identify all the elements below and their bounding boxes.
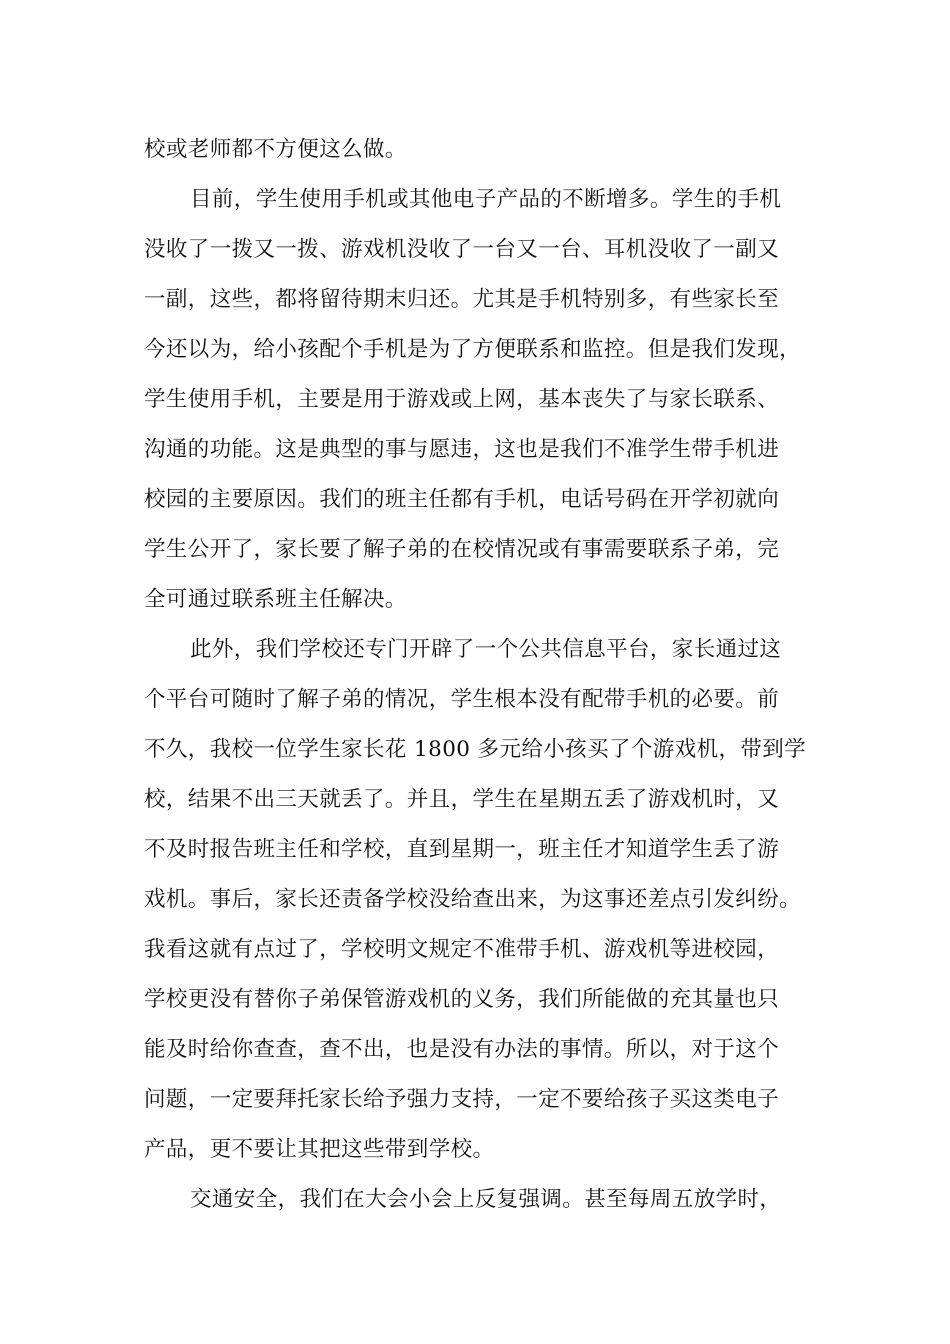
text-line: 个平台可随时了解子弟的情况，学生根本没有配带手机的必要。前	[144, 687, 780, 712]
paragraph-first-line: 此外，我们学校还专门开辟了一个公共信息平台，家长通过这	[190, 637, 782, 662]
paragraph-first-line: 目前，学生使用手机或其他电子产品的不断增多。学生的手机	[190, 187, 782, 212]
paragraph-first-line: 交通安全，我们在大会小会上反复强调。甚至每周五放学时，	[190, 1187, 782, 1212]
text-line: 能及时给你查查，查不出，也是没有办法的事情。所以，对于这个	[144, 1037, 780, 1062]
text-line: 没收了一拨又一拨、游戏机没收了一台又一台、耳机没收了一副又	[144, 237, 780, 262]
text-line: 沟通的功能。这是典型的事与愿违，这也是我们不准学生带手机进	[144, 437, 780, 462]
text-line: 学校更没有替你子弟保管游戏机的义务，我们所能做的充其量也只	[144, 987, 780, 1012]
text-line: 全可通过联系班主任解决。	[144, 587, 407, 612]
text-line: 产品，更不要让其把这些带到学校。	[144, 1137, 495, 1162]
text-line: 今还以为，给小孩配个手机是为了方便联系和监控。但是我们发现，	[144, 337, 802, 362]
text-line: 校或老师都不方便这么做。	[144, 137, 407, 162]
text-line: 学生公开了，家长要了解子弟的在校情况或有事需要联系子弟，完	[144, 537, 780, 562]
text-line: 校，结果不出三天就丢了。并且，学生在星期五丢了游戏机时，又	[144, 787, 780, 812]
text-line: 学生使用手机，主要是用于游戏或上网，基本丧失了与家长联系、	[144, 387, 780, 412]
text-line: 我看这就有点过了，学校明文规定不准带手机、游戏机等进校园，	[144, 937, 780, 962]
text-line: 校园的主要原因。我们的班主任都有手机，电话号码在开学初就向	[144, 487, 780, 512]
text-line: 问题，一定要拜托家长给予强力支持，一定不要给孩子买这类电子	[144, 1087, 780, 1112]
text-line: 不久，我校一位学生家长花 1800 多元给小孩买了个游戏机，带到学	[144, 737, 807, 762]
text-line: 戏机。事后，家长还责备学校没给查出来，为这事还差点引发纠纷。	[144, 887, 802, 912]
text-line: 不及时报告班主任和学校，直到星期一，班主任才知道学生丢了游	[144, 837, 780, 862]
text-line: 一副，这些，都将留待期末归还。尤其是手机特别多，有些家长至	[144, 287, 780, 312]
